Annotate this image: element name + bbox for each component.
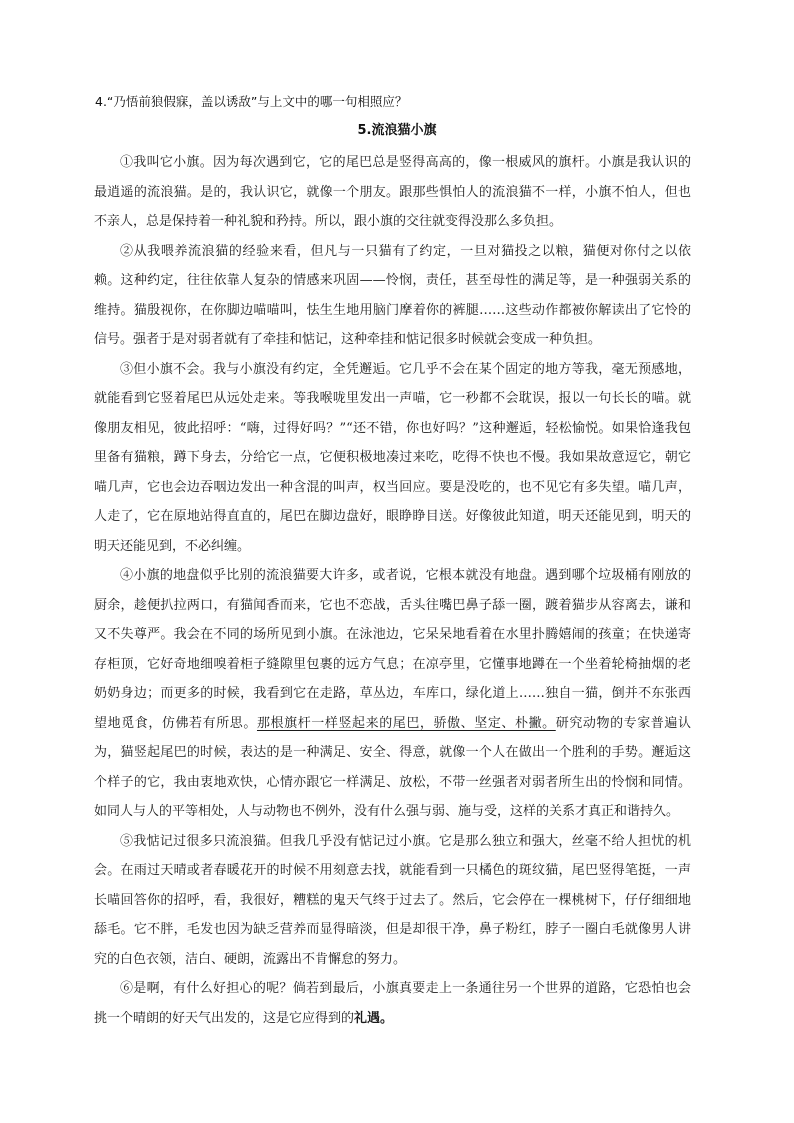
paragraph-2: ②从我喂养流浪猫的经验来看，但凡与一只猫有了约定，一旦对猫投之以粮，猫便对你付之以依赖。这种约定，往往依靠人复杂的情感来巩固——怜悯，责任，甚至母性的满足等，是一种强弱关系的维持。猫殷视你，在你脚边喵喵叫，怯生生地用脑门摩着你的裤腿……这些动作都被你解读出了它怜的信号。强者于是对弱者就有了牵挂和惦记，这种牵挂和惦记很多时候就会变成一种负担。 <box>94 243 691 347</box>
paragraph-4-text-b: 研究动物的专家普遍认为，猫竖起尾巴的时候，表达的是一种满足、安全、得意，就像一个人在做出一个胜利的手势。邂逅这个样子的它，我由衷地欢快，心情亦跟它一样满足、放松，不带一丝强者对弱者所生出的怜悯和同情。如同人与人的平等相处，人与动物也不例外，没有什么强与弱、施与受，这样的关系才真正和谐持久。 <box>94 715 691 819</box>
question-4: 4.“乃悟前狼假寐，盖以诱敌”与上文中的哪一句相照应？ <box>95 94 408 109</box>
bold-word: 礼遇。 <box>354 1010 394 1026</box>
paragraph-6-text: ⑥是啊，有什么好担心的呢？倘若到最后，小旗真要走上一条通往另一个世界的道路，它恐怕也会挑一个晴朗的好天气出发的，这是它应得到的 <box>94 981 691 1026</box>
paragraph-3: ③但小旗不会。我与小旗没有约定，全凭邂逅。它几乎不会在某个固定的地方等我，毫无预感地，就能看到它竖着尾巴从远处走来。等我喉咙里发出一声喵，它一秒都不会耽误，报以一句长长的喵。就像朋友相见，彼此招呼：“嗨，过得好吗？”“还不错，你也好吗？”这种邂逅，轻松愉悦。如果恰逢我包里备有猫粮，蹲下身去，分给它一点，它便积极地凑过来吃，吃得不快也不慢。我如果故意逗它，朝它喵几声，它也会边吞咽边发出一种含混的叫声，权当回应。要是没吃的，也不见它有多失望。喵几声，人走了，它在原地站得直直的，尾巴在脚边盘好，眼睁睁目送。好像彼此知道，明天还能见到，明天的明天还能见到，不必纠缠。 <box>94 361 691 554</box>
passage-title: 5.流浪猫小旗 <box>357 123 437 138</box>
paragraph-4-text-a: ④小旗的地盘似乎比别的流浪猫要大许多，或者说，它根本就没有地盘。遇到哪个垃圾桶有刚放的厨余，趁便扒拉两口，有猫闻香而来，它也不恋战，舌头往嘴巴鼻子舔一圈，踱着猫步从容离去，谦和又不失尊严。我会在不同的场所见到小旗。在泳池边，它呆呆地看着在水里扑腾嬉闹的孩童；在快递寄存柜顶，它好奇地细嗅着柜子缝隙里包裹的远方气息；在凉亭里，它懂事地蹲在一个坐着轮椅抽烟的老奶奶身边；而更多的时候，我看到它在走路，草丛边，车库口，绿化道上……独自一猫，倒并不东张西望地觅食，仿佛若有所思。 <box>94 568 691 731</box>
paragraph-1: ①我叫它小旗。因为每次遇到它，它的尾巴总是竖得高高的，像一根威风的旗杆。小旗是我认识的最逍遥的流浪猫。是的，我认识它，就像一个朋友。跟那些惧怕人的流浪猫不一样，小旗不怕人，但也不亲人，总是保持着一种礼貌和矜持。所以，跟小旗的交往就变得没那么多负担。 <box>94 155 691 229</box>
underlined-sentence: 那根旗杆一样竖起来的尾巴，骄傲、坚定、朴撇。 <box>256 715 556 731</box>
paragraph-5: ⑤我惦记过很多只流浪猫。但我几乎没有惦记过小旗。它是那么独立和强大，丝毫不给人担忧的机会。在雨过天晴或者春暖花开的时候不用刻意去找，就能看到一只橘色的斑纹猫，尾巴竖得笔挺，一声长喵回答你的招呼，看，我很好，糟糕的鬼天气终于过去了。然后，它会停在一棵桃树下，仔仔细细地舔毛。它不胖，毛发也因为缺乏营养而显得暗淡，但是却很干净，鼻子粉红，脖子一圈白毛就像男人讲究的白色衣领，洁白、硬朗，流露出不肯懈怠的努力。 <box>94 833 691 967</box>
paragraph-4 <box>94 561 691 827</box>
passage-body <box>94 148 691 1033</box>
paragraph-6 <box>94 974 691 1033</box>
